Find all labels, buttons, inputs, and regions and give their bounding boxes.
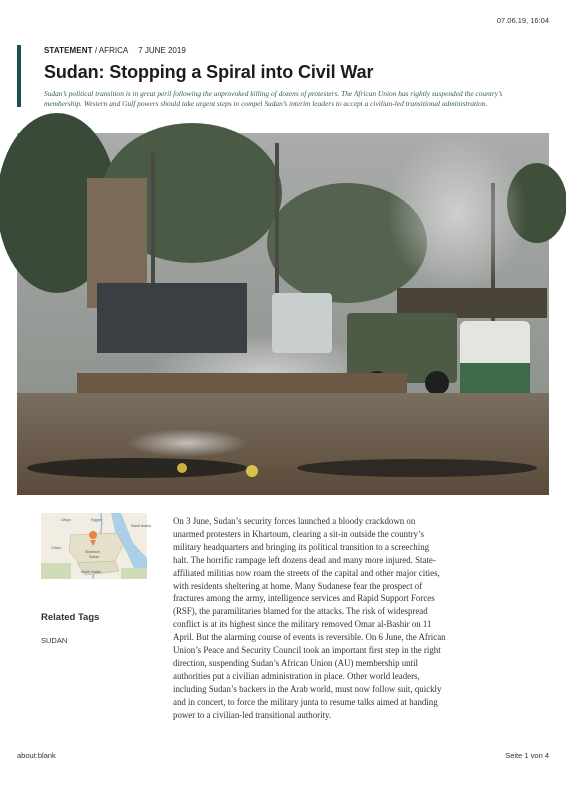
body-line: power to a civilian-led transitional authority. bbox=[173, 709, 332, 720]
location-map[interactable] bbox=[41, 513, 151, 579]
article-region-link[interactable]: AFRICA bbox=[98, 46, 129, 55]
body-line: with residents sheltering at home. Many Sudanese fear the prospect of bbox=[173, 580, 423, 591]
map-label: Egypt bbox=[91, 517, 102, 522]
map-label: Sudan bbox=[89, 555, 100, 559]
body-line: conflict is at its highest since the military removed Omar al-Bashir on 11 bbox=[173, 619, 432, 630]
accent-bar bbox=[17, 45, 21, 107]
article-title: Sudan: Stopping a Spiral into Civil War bbox=[44, 62, 374, 82]
body-line: including Sudan’s backers in the Arab world, must now follow suit, quickly bbox=[173, 683, 442, 694]
article-body bbox=[173, 515, 483, 722]
summary-line: membership. Western and Gulf powers should take urgent steps to compel Sudan’s interim leaders to accept a civilian-led transitional administration. bbox=[44, 99, 488, 108]
body-line: unarmed protesters in Khartoum, clearing a sit-in outside the country’s bbox=[173, 528, 424, 539]
body-line: affiliated militias now roam the streets of the capital and other major cities, bbox=[173, 567, 440, 578]
map-label: Libya bbox=[61, 517, 71, 522]
print-datetime: 07.06.19, 16:04 bbox=[496, 16, 549, 25]
article-summary bbox=[44, 89, 550, 109]
body-line: Union’s Peace and Security Council took an important first step in the right bbox=[173, 645, 441, 656]
map-label: Saudi Arabia bbox=[131, 524, 151, 528]
article-date: 7 JUNE 2019 bbox=[138, 46, 186, 55]
related-tags-heading: Related Tags bbox=[41, 612, 100, 623]
body-line: halt. The horrific rampage left dozens dead and many more injured. State- bbox=[173, 554, 436, 565]
tag-link-sudan[interactable]: SUDAN bbox=[41, 636, 68, 645]
article-type: STATEMENT bbox=[44, 46, 93, 55]
body-line: direction, suspending Sudan’s African Union (AU) membership until bbox=[173, 657, 419, 668]
body-line: fractures among the army, intelligence services and Rapid Support Forces bbox=[173, 593, 435, 604]
body-line: and in concert, to force the military junta to resume talks aimed at handing bbox=[173, 696, 438, 707]
map-label: South Sudan bbox=[81, 570, 102, 574]
body-line: military headquarters and bringing its political transition to a screeching bbox=[173, 541, 430, 552]
map-label: Khartoum bbox=[85, 550, 101, 554]
print-url: about:blank bbox=[17, 751, 56, 760]
hero-photo bbox=[17, 133, 549, 495]
page-indicator: Seite 1 von 4 bbox=[505, 751, 549, 760]
article-meta bbox=[44, 46, 186, 55]
body-line: (RSF), the paramilitaries blamed for the attacks. The risk of widespread bbox=[173, 606, 428, 617]
body-line: April. But the alarming course of events is reversible. On 6 June, the African bbox=[173, 632, 446, 643]
body-line: authorities put a civilian administration in place. Other world leaders, bbox=[173, 670, 420, 681]
meta-separator: / bbox=[92, 46, 99, 55]
map-label: Chad bbox=[51, 545, 61, 550]
body-line: On 3 June, Sudan’s security forces launched a bloody crackdown on bbox=[173, 516, 416, 526]
summary-line: Sudan’s political transition is in great peril following the unprovoked killing of dozens of protesters. The African Union has rightly suspended the country’s bbox=[44, 89, 503, 98]
